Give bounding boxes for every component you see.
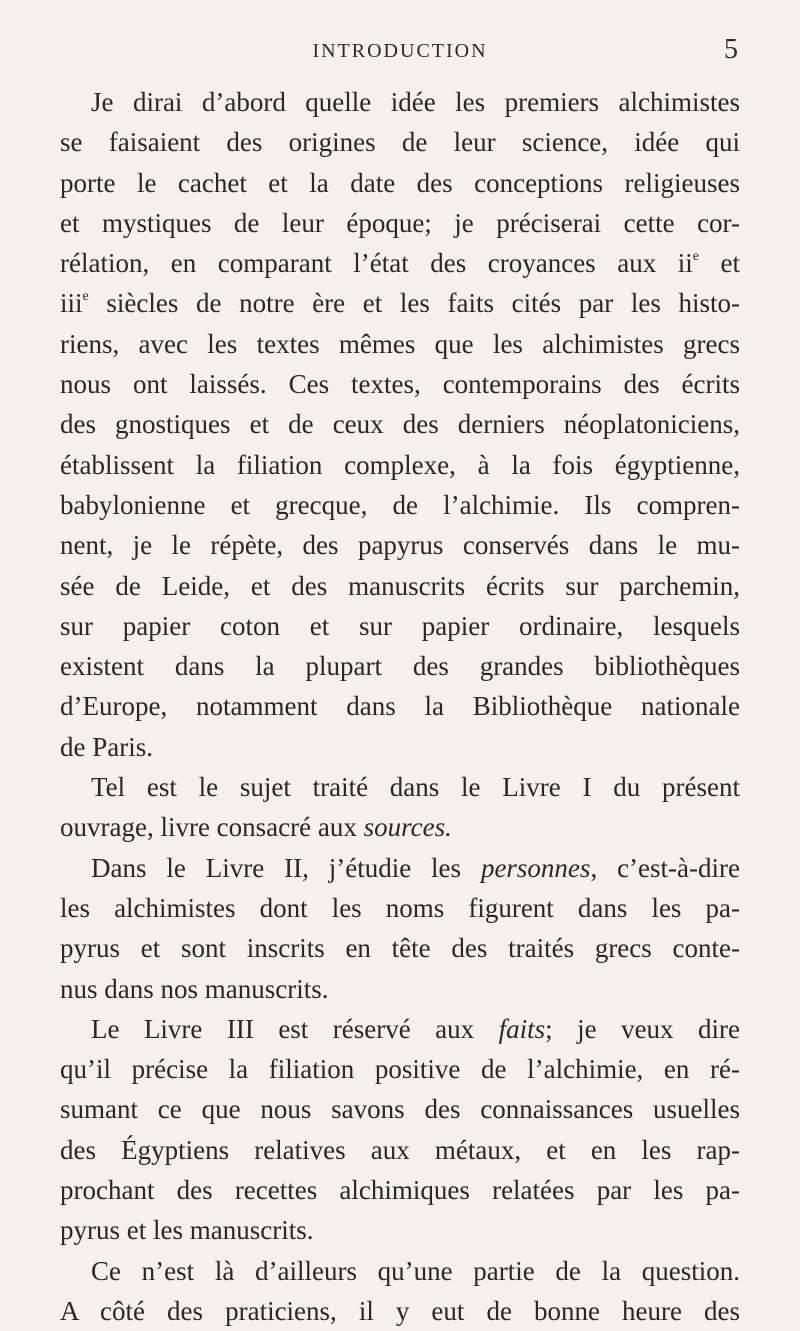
text-line [60,1049,740,1089]
text-segment: , c’est-à-dire [590,852,740,883]
superscript-text: e [82,289,89,305]
text-line [60,1251,740,1291]
text-segment: sée de Leide, et des manuscrits écrits sur parchemin, [60,570,740,601]
text-line [60,1291,740,1331]
text-line [60,767,740,807]
text-line [60,203,740,243]
italic-text: personnes [480,852,591,883]
text-line [60,243,740,283]
text-line [60,848,740,888]
text-segment: A côté des praticiens, il y eut de bonne heure des [60,1295,740,1326]
text-segment: de Paris. [60,731,153,762]
text-line [60,566,740,606]
text-segment: Je dirai d’abord quelle idée les premiers alchimistes [91,87,740,117]
text-segment: iii [60,288,83,319]
text-segment: des gnostiques et de ceux des derniers néoplatoniciens, [60,409,740,440]
text-segment: se faisaient des origines de leur science, idée qui [60,127,740,158]
text-line [60,364,740,404]
text-line [60,1009,740,1049]
text-line [60,888,740,928]
running-title: INTRODUCTION [312,40,488,62]
text-line [60,1170,740,1210]
body-text [60,82,740,1331]
text-line [60,445,740,485]
text-line [60,82,740,122]
text-line [60,1210,740,1250]
italic-text: sources. [363,812,452,843]
text-segment: babylonienne et grecque, de l’alchimie. Ils compren- [60,489,740,520]
text-line [60,969,740,1009]
text-segment: prochant des recettes alchimiques relatées par les pa- [60,1175,740,1206]
text-segment: les alchimistes dont les noms figurent dans les pa- [60,892,740,923]
text-line [60,928,740,968]
text-line [60,283,740,323]
text-line [60,404,740,444]
superscript-text: e [692,249,699,265]
text-segment: ouvrage, livre consacré aux [60,812,364,843]
page-header [60,34,740,70]
text-segment: Ce n’est là d’ailleurs qu’une partie de la question. [91,1255,740,1286]
text-segment: pyrus et sont inscrits en tête des traités grecs conte- [60,933,740,964]
text-segment: des Égyptiens relatives aux métaux, et en les rap- [60,1134,740,1165]
text-line [60,525,740,565]
text-line [60,727,740,767]
text-segment: rélation, en comparant l’état des croyances aux ii [60,248,693,279]
text-segment: siècles de notre ère et les faits cités par les histo- [88,288,740,319]
text-segment: sur papier coton et sur papier ordinaire, lesquels [60,610,740,641]
text-segment: riens, avec les textes mêmes que les alchimistes grecs [60,328,740,359]
text-segment: pyrus et les manuscrits. [60,1215,314,1246]
text-segment: Le Livre III est réservé aux [91,1013,499,1044]
italic-text: faits [498,1013,546,1044]
text-segment: porte le cachet et la date des conceptions religieuses [60,167,740,198]
text-line [60,1089,740,1129]
text-line [60,324,740,364]
text-line [60,606,740,646]
text-line [60,807,740,847]
page-number: 5 [724,34,738,65]
text-line [60,163,740,203]
text-line [60,686,740,726]
text-segment: et mystiques de leur époque; je préciserai cette cor- [60,207,740,238]
text-segment: et [698,248,740,279]
text-segment: sumant ce que nous savons des connaissances usuelles [60,1094,740,1125]
text-segment: nous ont laissés. Ces textes, contemporains des écrits [60,369,740,400]
text-segment: nent, je le répète, des papyrus conservés dans le mu- [60,530,740,561]
text-segment: nus dans nos manuscrits. [60,973,329,1004]
text-line [60,485,740,525]
text-segment: ; je veux dire [545,1013,740,1044]
text-line [60,122,740,162]
text-segment: établissent la filiation complexe, à la fois égyptienne, [60,449,740,480]
text-segment: d’Europe, notamment dans la Bibliothèque nationale [60,691,740,722]
text-segment: qu’il précise la filiation positive de l’alchimie, en ré- [60,1054,740,1085]
text-line [60,1130,740,1170]
text-line [60,646,740,686]
text-segment: Dans le Livre II, j’étudie les [91,852,481,883]
text-segment: Tel est le sujet traité dans le Livre I du présent [91,772,740,803]
text-segment: existent dans la plupart des grandes bibliothèques [60,651,740,682]
